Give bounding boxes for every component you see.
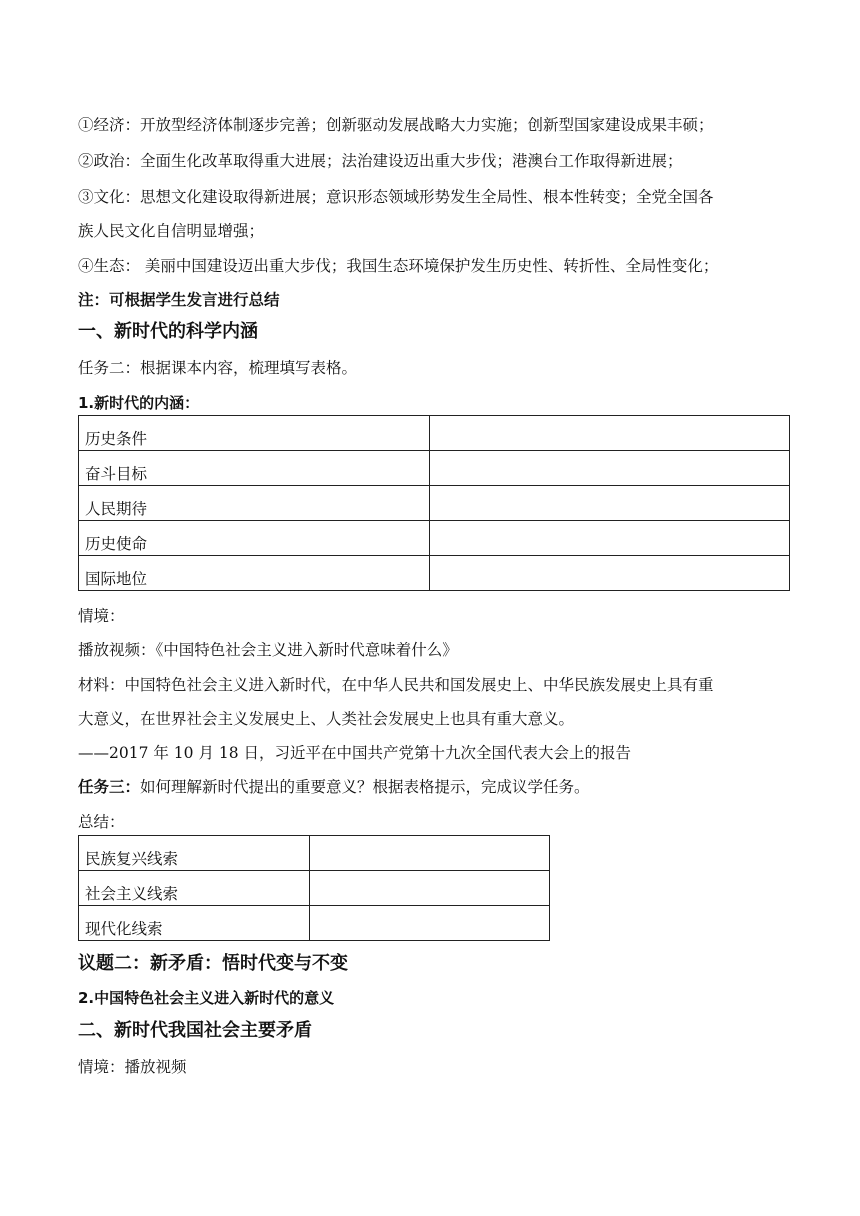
row-label: 奋斗目标: [79, 451, 430, 486]
row-answer-cell[interactable]: [430, 521, 790, 556]
row-label: 历史条件: [79, 416, 430, 451]
significance-subheading: 2.中国特色社会主义进入新时代的意义: [78, 989, 335, 1007]
task3-label: 任务三：: [78, 777, 141, 796]
row-label: 社会主义线索: [79, 871, 310, 906]
row-label: 民族复兴线索: [79, 836, 310, 871]
table-row: [79, 871, 550, 906]
row-answer-cell[interactable]: [430, 486, 790, 521]
table-row: [79, 416, 790, 451]
row-label: 人民期待: [79, 486, 430, 521]
section2-heading: 二、新时代我国社会主要矛盾: [78, 1020, 312, 1041]
ecology-line: ④生态： 美丽中国建设迈出重大步伐；我国生态环境保护发生历史性、转折性、全局性变化；: [78, 257, 719, 275]
summary-table: [78, 835, 550, 941]
connotation-subheading: 1.新时代的内涵：: [78, 394, 200, 412]
row-answer-cell[interactable]: [430, 451, 790, 486]
summary-label: 总结：: [78, 813, 125, 831]
table-row: [79, 906, 550, 941]
row-answer-cell[interactable]: [310, 906, 550, 941]
table-row: [79, 486, 790, 521]
table-row: [79, 451, 790, 486]
row-answer-cell[interactable]: [310, 871, 550, 906]
table-row: [79, 836, 550, 871]
task3-text: 如何理解新时代提出的重要意义？根据表格提示，完成议学任务。: [140, 778, 590, 796]
context-label: 情境：: [78, 607, 125, 625]
section1-heading: 一、新时代的科学内涵: [78, 321, 258, 342]
connotation-table: [78, 415, 790, 591]
topic2-context: 情境：播放视频: [78, 1058, 187, 1076]
note-line: 注：可根据学生发言进行总结: [78, 290, 280, 309]
row-label: 现代化线索: [79, 906, 310, 941]
task2-line: 任务二：根据课本内容，梳理填写表格。: [78, 359, 358, 377]
material-line-2: 大意义，在世界社会主义发展史上、人类社会发展史上也具有重大意义。: [78, 710, 575, 728]
table-row: [79, 521, 790, 556]
topic2-heading: 议题二：新矛盾：悟时代变与不变: [78, 953, 348, 974]
politics-line: ②政治：全面生化改革取得重大进展；法治建设迈出重大步伐；港澳台工作取得新进展；: [78, 152, 683, 170]
task3-line: [78, 777, 590, 797]
culture-line-1: ③文化：思想文化建设取得新进展；意识形态领域形势发生全局性、根本性转变；全党全国各: [78, 188, 714, 206]
row-answer-cell[interactable]: [430, 416, 790, 451]
row-answer-cell[interactable]: [430, 556, 790, 591]
table-row: [79, 556, 790, 591]
culture-line-2: 族人民文化自信明显增强；: [78, 222, 265, 240]
video-line: 播放视频：《中国特色社会主义进入新时代意味着什么》: [78, 641, 458, 659]
row-answer-cell[interactable]: [310, 836, 550, 871]
economy-line: ①经济：开放型经济体制逐步完善；创新驱动发展战略大力实施；创新型国家建设成果丰硕；: [78, 116, 714, 134]
source-line: ——2017 年 10 月 18 日，习近平在中国共产党第十九次全国代表大会上的报告: [78, 744, 632, 762]
row-label: 国际地位: [79, 556, 430, 591]
row-label: 历史使命: [79, 521, 430, 556]
material-line-1: 材料：中国特色社会主义进入新时代，在中华人民共和国发展史上、中华民族发展史上具有重: [78, 676, 714, 694]
